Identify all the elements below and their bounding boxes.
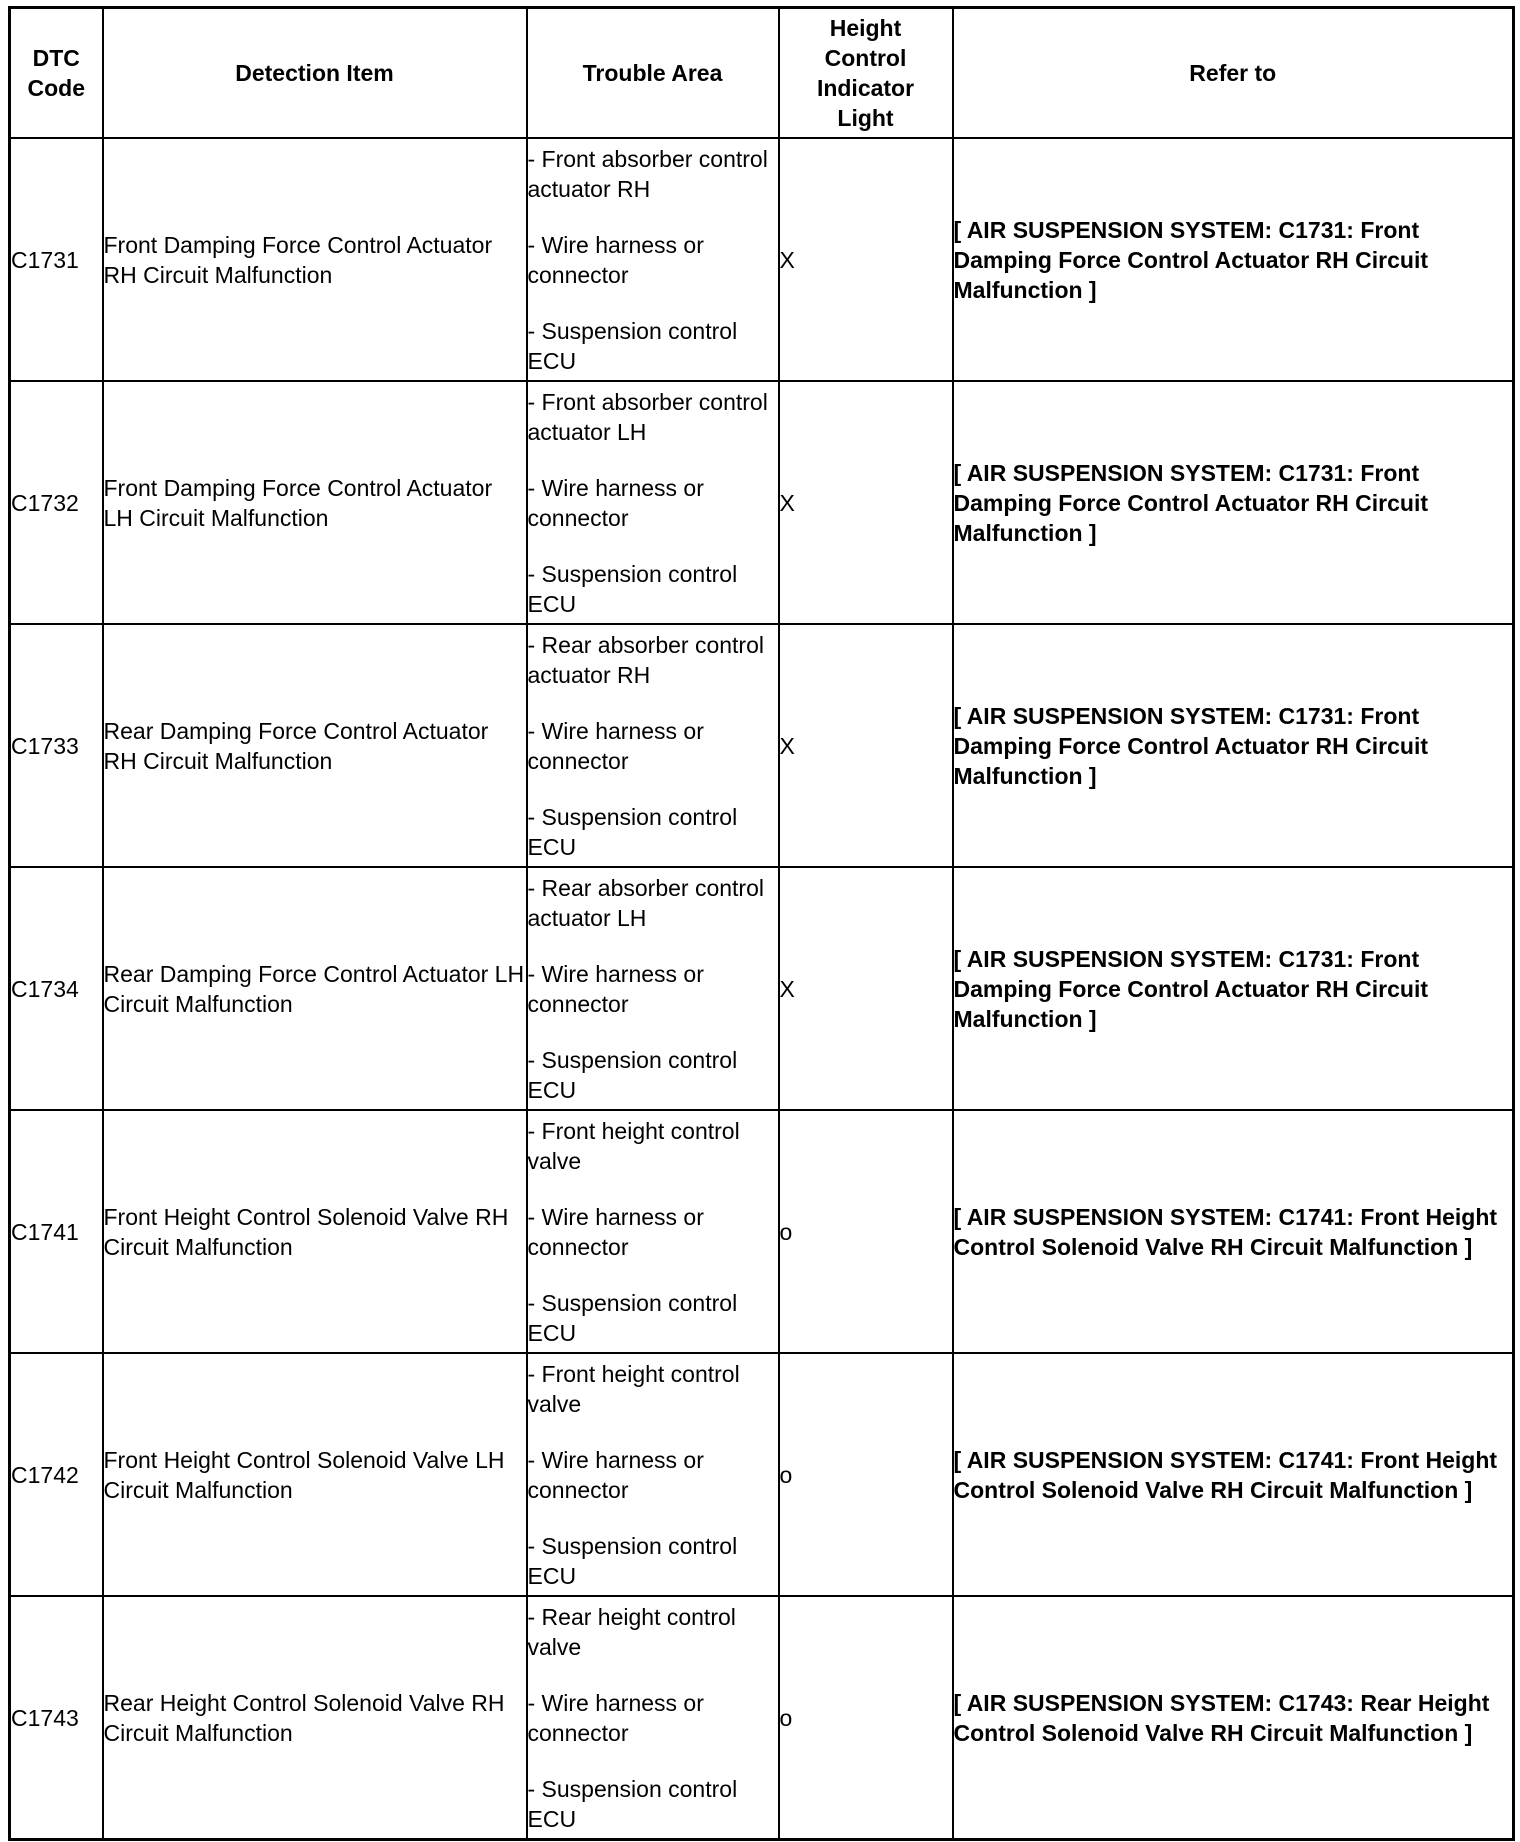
header-row	[10, 8, 1514, 139]
refer-to-cell: [ AIR SUSPENSION SYSTEM: C1731: Front Damping Force Control Actuator RH Circuit Malfunction ]	[953, 381, 1514, 624]
detection-item-cell: Rear Damping Force Control Actuator RH Circuit Malfunction	[103, 624, 527, 867]
trouble-area-item: - Front absorber control actuator RH	[527, 145, 768, 202]
indicator-light-cell: o	[779, 1353, 953, 1596]
header-refer-to: Refer to	[953, 8, 1514, 139]
detection-item-cell: Front Damping Force Control Actuator LH Circuit Malfunction	[103, 381, 527, 624]
dtc-code-cell: C1733	[10, 624, 103, 867]
trouble-area-item: - Front height control valve	[527, 1117, 740, 1174]
detection-item-cell: Front Damping Force Control Actuator RH Circuit Malfunction	[103, 138, 527, 381]
table-row	[10, 1353, 1514, 1596]
trouble-area-item: - Suspension control ECU	[527, 803, 738, 860]
dtc-code-cell: C1741	[10, 1110, 103, 1353]
table-body	[10, 138, 1514, 1840]
trouble-area-item: - Wire harness or connector	[527, 1203, 704, 1260]
table-row	[10, 624, 1514, 867]
trouble-area-item: - Wire harness or connector	[527, 1689, 704, 1746]
detection-item-cell: Front Height Control Solenoid Valve LH Circuit Malfunction	[103, 1353, 527, 1596]
trouble-area-item: - Rear absorber control actuator RH	[527, 631, 764, 688]
trouble-area-item: - Wire harness or connector	[527, 1446, 704, 1503]
header-detection-item: Detection Item	[103, 8, 527, 139]
refer-to-cell: [ AIR SUSPENSION SYSTEM: C1731: Front Damping Force Control Actuator RH Circuit Malfunction ]	[953, 138, 1514, 381]
table-row	[10, 1110, 1514, 1353]
refer-to-cell: [ AIR SUSPENSION SYSTEM: C1741: Front Height Control Solenoid Valve RH Circuit Malfunction ]	[953, 1110, 1514, 1353]
trouble-area-item: - Wire harness or connector	[527, 717, 704, 774]
detection-item-cell: Front Height Control Solenoid Valve RH Circuit Malfunction	[103, 1110, 527, 1353]
indicator-light-cell: X	[779, 381, 953, 624]
refer-to-cell: [ AIR SUSPENSION SYSTEM: C1731: Front Damping Force Control Actuator RH Circuit Malfunction ]	[953, 624, 1514, 867]
trouble-area-item: - Rear height control valve	[527, 1603, 736, 1660]
trouble-area-item: - Suspension control ECU	[527, 317, 738, 374]
trouble-area-item: - Rear absorber control actuator LH	[527, 874, 764, 931]
detection-item-cell: Rear Damping Force Control Actuator LH Circuit Malfunction	[103, 867, 527, 1110]
trouble-area-item: - Wire harness or connector	[527, 960, 704, 1017]
trouble-area-item: - Front height control valve	[527, 1360, 740, 1417]
indicator-light-cell: X	[779, 624, 953, 867]
trouble-area-item: - Wire harness or connector	[527, 474, 704, 531]
indicator-light-cell: X	[779, 867, 953, 1110]
dtc-code-cell: C1743	[10, 1596, 103, 1840]
trouble-area-cell	[527, 624, 779, 867]
table-row	[10, 381, 1514, 624]
dtc-table	[8, 6, 1515, 1841]
refer-to-cell: [ AIR SUSPENSION SYSTEM: C1741: Front Height Control Solenoid Valve RH Circuit Malfunction ]	[953, 1353, 1514, 1596]
refer-to-cell: [ AIR SUSPENSION SYSTEM: C1731: Front Damping Force Control Actuator RH Circuit Malfunction ]	[953, 867, 1514, 1110]
trouble-area-item: - Suspension control ECU	[527, 1775, 738, 1832]
trouble-area-cell	[527, 1596, 779, 1840]
table-header	[10, 8, 1514, 139]
indicator-light-cell: o	[779, 1110, 953, 1353]
dtc-code-cell: C1742	[10, 1353, 103, 1596]
trouble-area-cell	[527, 867, 779, 1110]
trouble-area-item: - Wire harness or connector	[527, 231, 704, 288]
trouble-area-cell	[527, 381, 779, 624]
header-dtc-code: DTC Code	[10, 8, 103, 139]
dtc-code-cell: C1731	[10, 138, 103, 381]
table-row	[10, 1596, 1514, 1840]
dtc-code-cell: C1734	[10, 867, 103, 1110]
header-indicator-light: Height Control Indicator Light	[779, 8, 953, 139]
header-trouble-area: Trouble Area	[527, 8, 779, 139]
trouble-area-cell	[527, 1110, 779, 1353]
trouble-area-item: - Front absorber control actuator LH	[527, 388, 768, 445]
table-row	[10, 138, 1514, 381]
trouble-area-cell	[527, 1353, 779, 1596]
trouble-area-cell	[527, 138, 779, 381]
table-row	[10, 867, 1514, 1110]
detection-item-cell: Rear Height Control Solenoid Valve RH Circuit Malfunction	[103, 1596, 527, 1840]
trouble-area-item: - Suspension control ECU	[527, 1532, 738, 1589]
indicator-light-cell: X	[779, 138, 953, 381]
dtc-code-cell: C1732	[10, 381, 103, 624]
indicator-light-cell: o	[779, 1596, 953, 1840]
refer-to-cell: [ AIR SUSPENSION SYSTEM: C1743: Rear Height Control Solenoid Valve RH Circuit Malfunction ]	[953, 1596, 1514, 1840]
trouble-area-item: - Suspension control ECU	[527, 1046, 738, 1103]
trouble-area-item: - Suspension control ECU	[527, 1289, 738, 1346]
trouble-area-item: - Suspension control ECU	[527, 560, 738, 617]
